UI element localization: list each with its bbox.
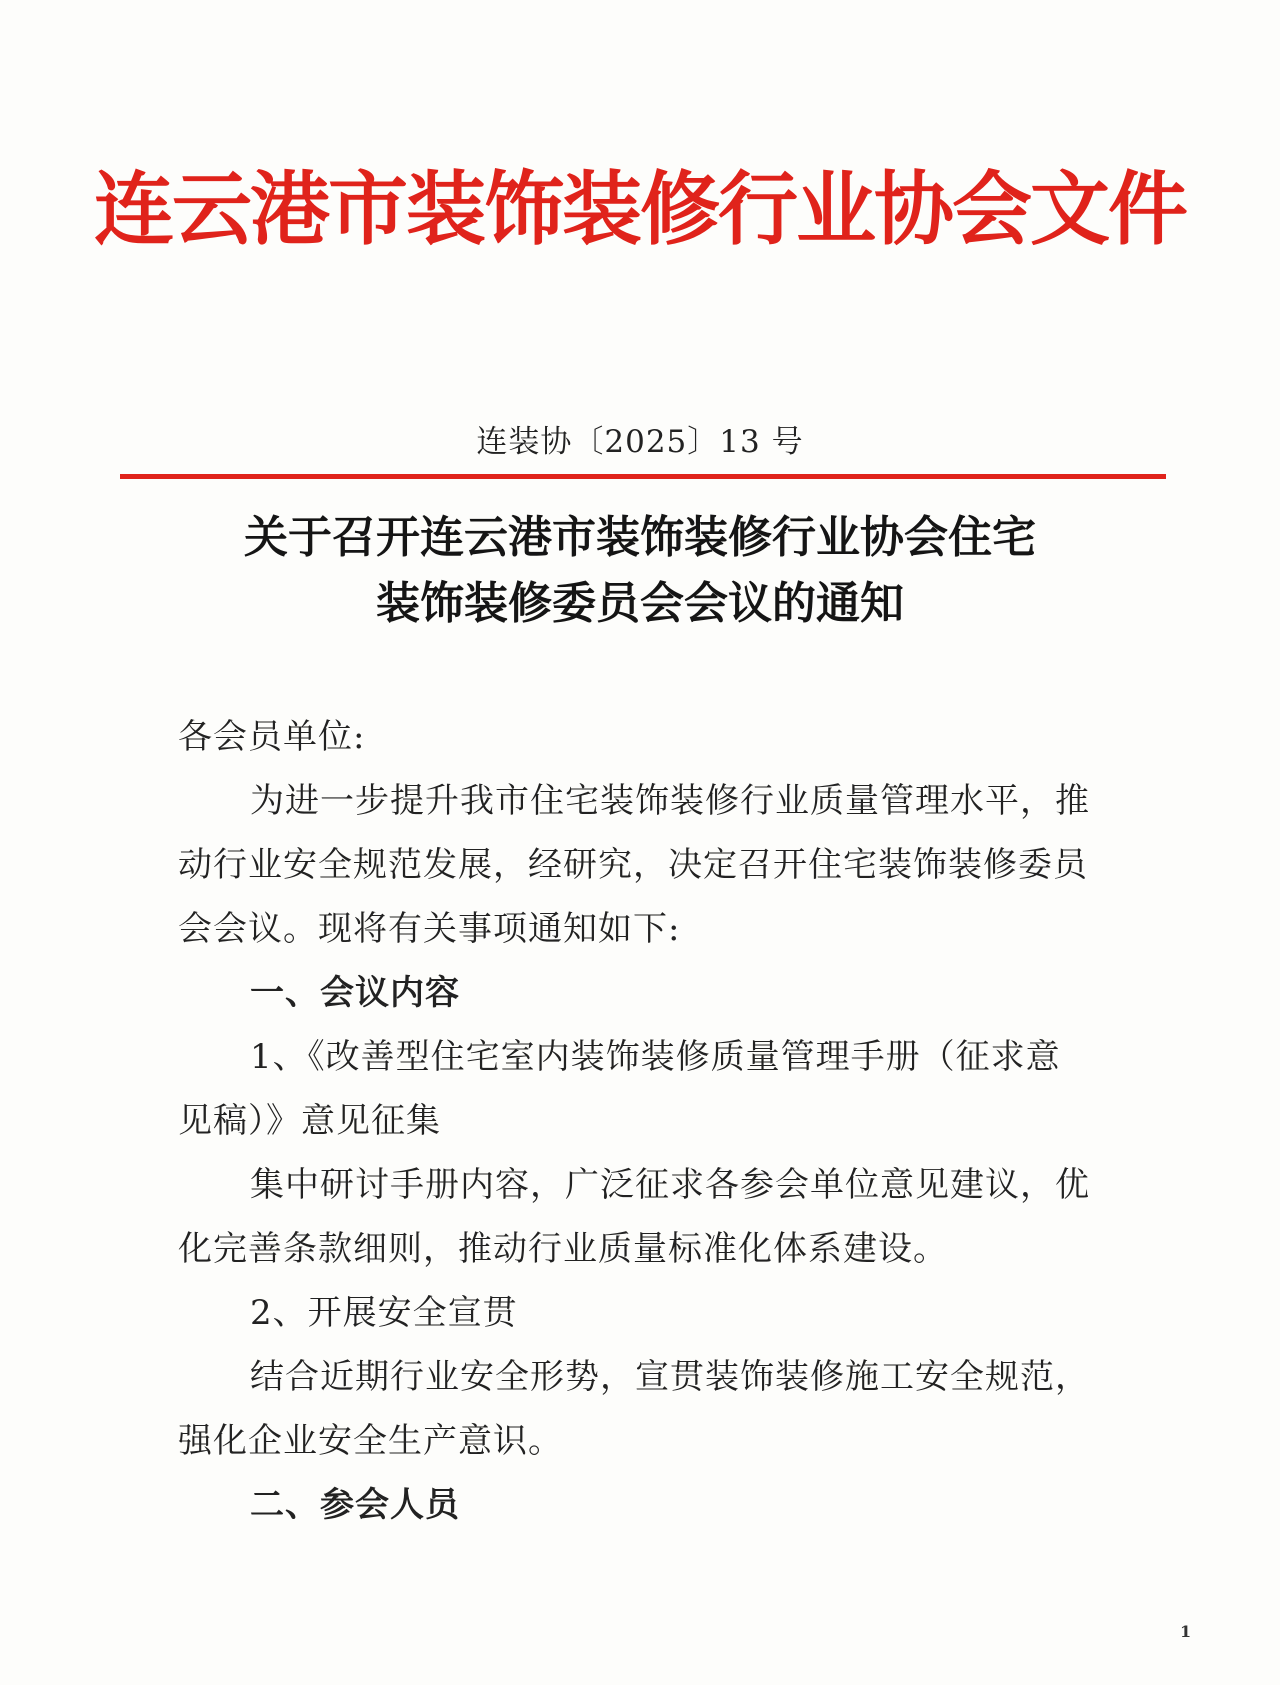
notice-title-line-1: 关于召开连云港市装饰装修行业协会住宅 — [244, 512, 1036, 563]
item-1-title-line-2: 见稿）》意见征集 — [178, 1101, 441, 1141]
item-2-body-line-1: 结合近期行业安全形势，宣贯装饰装修施工安全规范， — [250, 1357, 1090, 1397]
section-1-heading: 一、会议内容 — [250, 973, 460, 1013]
notice-title-line-2: 装饰装修委员会会议的通知 — [376, 578, 904, 629]
page-number: 1 — [1180, 1622, 1192, 1641]
salutation: 各会员单位: — [178, 717, 366, 757]
red-divider-line — [120, 474, 1166, 479]
masthead-title: 连云港市装饰装修行业协会文件 — [94, 163, 1186, 256]
intro-line-2: 动行业安全规范发展，经研究，决定召开住宅装饰装修委员 — [178, 845, 1088, 885]
intro-line-3: 会会议。现将有关事项通知如下: — [178, 909, 681, 949]
document-body — [178, 705, 1168, 1537]
intro-line-1: 为进一步提升我市住宅装饰装修行业质量管理水平，推 — [250, 781, 1090, 821]
item-2-body-line-2: 强化企业安全生产意识。 — [178, 1421, 563, 1461]
item-1-body-line-2: 化完善条款细则，推动行业质量标准化体系建设。 — [178, 1229, 948, 1269]
section-2-heading: 二、参会人员 — [250, 1485, 460, 1525]
item-2-title: 2、开展安全宣贯 — [250, 1293, 518, 1333]
item-1-title-line-1: 1、《改善型住宅室内装饰装修质量管理手册（征求意 — [250, 1037, 1061, 1077]
item-1-body-line-1: 集中研讨手册内容，广泛征求各参会单位意见建议，优 — [250, 1165, 1090, 1205]
notice-title — [0, 505, 1280, 637]
document-number: 连装协〔2025〕13 号 — [476, 424, 804, 460]
